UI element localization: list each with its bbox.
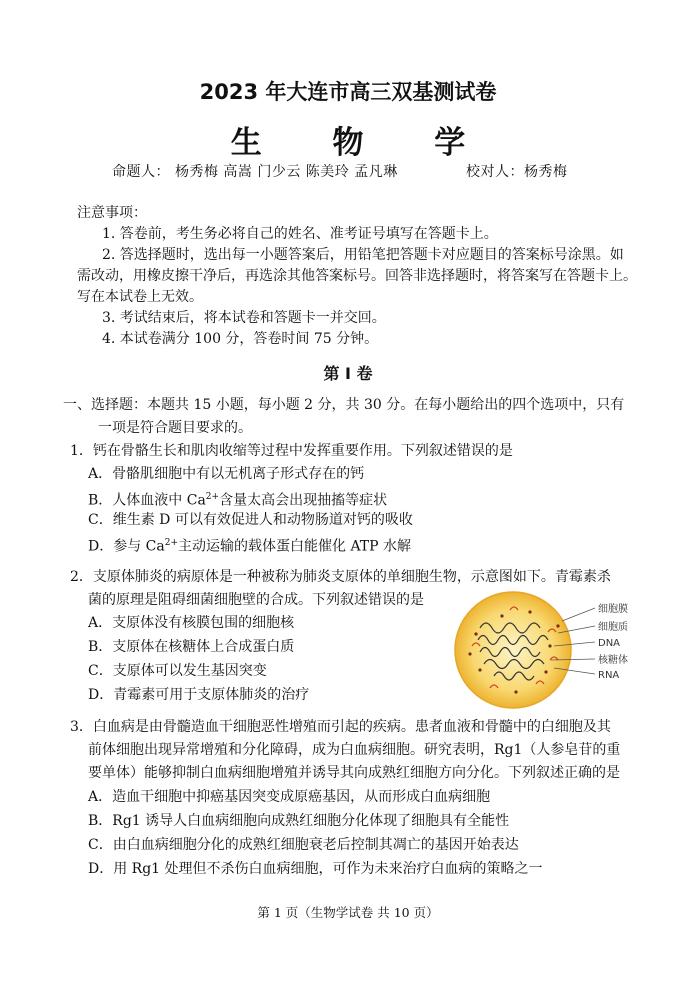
notice-heading: 注意事项： xyxy=(77,205,147,221)
q2-option-a: A．支原体没有核膜包围的细胞核 xyxy=(88,615,295,631)
q1-option-c: C．维生素 D 可以有效促进人和动物肠道对钙的吸收 xyxy=(88,512,413,528)
q1-option-b: B．人体血液中 $Ca^{2+}$含量太高会出现抽搐等症状 xyxy=(88,492,388,509)
cell-membrane-shape xyxy=(455,592,571,708)
authors-line: 命题人： 杨秀梅 高嵩 门少云 陈美玲 孟凡琳 xyxy=(112,164,398,180)
mycoplasma-diagram xyxy=(450,588,670,713)
q2-option-d: D．青霉素可用于支原体肺炎的治疗 xyxy=(88,687,310,703)
q3-option-b: B．Rg1 诱导人白血病细胞向成熟红细胞分化体现了细胞具有全能性 xyxy=(88,813,510,829)
label-cytoplasm: 细胞质 xyxy=(598,622,628,633)
q3-option-d: D．用 Rg1 处理但不杀伤白血病细胞，可作为未来治疗白血病的策略之一 xyxy=(88,861,543,877)
q2-stem-line-2: 菌的原理是阻碍细菌细胞壁的合成。下列叙述错误的是 xyxy=(88,592,424,608)
mycoplasma-svg xyxy=(450,588,670,713)
notice-item-3: 3. 考试结束后，将本试卷和答题卡一并交回。 xyxy=(102,310,386,326)
section-instructions-line-1: 一、选择题：本题共 15 小题，每小题 2 分，共 30 分。在每小题给出的四个选项中，只有 xyxy=(63,397,625,413)
label-ribosome: 核糖体 xyxy=(598,655,628,666)
reviewer-line: 校对人：杨秀梅 xyxy=(466,164,568,180)
figure-labels xyxy=(598,602,628,681)
label-rna: RNA xyxy=(598,670,620,681)
exam-title: 2023 年大连市高三双基测试卷 xyxy=(199,80,497,104)
q3-stem-line-2: 前体细胞出现异常增殖和分化障碍，成为白血病细胞。研究表明，Rg1（人参皂苷的重 xyxy=(88,742,621,758)
q3-option-c: C．由白血病细胞分化的成熟红细胞衰老后控制其凋亡的基因开始表达 xyxy=(88,837,519,853)
notice-item-2-line-1: 2. 答选择题时，选出每一小题答案后，用铅笔把答题卡对应题目的答案标号涂黑。如 xyxy=(102,247,624,263)
subject-title: 生 物 学 xyxy=(230,125,496,161)
notice-item-4: 4. 本试卷满分 100 分，答卷时间 75 分钟。 xyxy=(102,331,379,347)
section-instructions-line-2: 一项是符合题目要求的。 xyxy=(98,420,252,436)
page-footer: 第 1 页（生物学试卷 共 10 页） xyxy=(257,905,439,920)
section-title: 第 I 卷 xyxy=(323,364,373,383)
q2-option-c: C．支原体可以发生基因突变 xyxy=(88,663,267,679)
label-dna: DNA xyxy=(598,638,621,649)
q2-stem-line-1: 2．支原体肺炎的病原体是一种被称为肺炎支原体的单细胞生物，示意图如下。青霉素杀 xyxy=(70,569,611,585)
notice-item-2-line-3: 写在本试卷上无效。 xyxy=(77,289,203,305)
q3-option-a: A．造血干细胞中抑癌基因突变成原癌基因，从而形成白血病细胞 xyxy=(88,789,491,805)
notice-item-1: 1. 答卷前，考生务必将自己的姓名、准考证号填写在答题卡上。 xyxy=(102,226,498,242)
q1-stem: 1．钙在骨骼生长和肌肉收缩等过程中发挥重要作用。下列叙述错误的是 xyxy=(70,443,513,459)
q3-stem-line-3: 要单体）能够抑制白血病细胞增殖并诱导其向成熟红细胞方向分化。下列叙述正确的是 xyxy=(88,765,620,781)
label-cell-membrane: 细胞膜 xyxy=(598,604,628,615)
q1-option-d: D．参与 $Ca^{2+}$主动运输的载体蛋白能催化 ATP 水解 xyxy=(88,538,412,555)
q1-option-a: A．骨骼肌细胞中有以无机离子形式存在的钙 xyxy=(88,466,365,482)
notice-item-2-line-2: 需改动，用橡皮擦干净后，再选涂其他答案标号。回答非选择题时，将答案写在答题卡上。 xyxy=(77,268,637,284)
q3-stem-line-1: 3．白血病是由骨髓造血干细胞恶性增殖而引起的疾病。患者血液和骨髓中的白细胞及其 xyxy=(70,719,611,735)
q2-option-b: B．支原体在核糖体上合成蛋白质 xyxy=(88,639,295,655)
